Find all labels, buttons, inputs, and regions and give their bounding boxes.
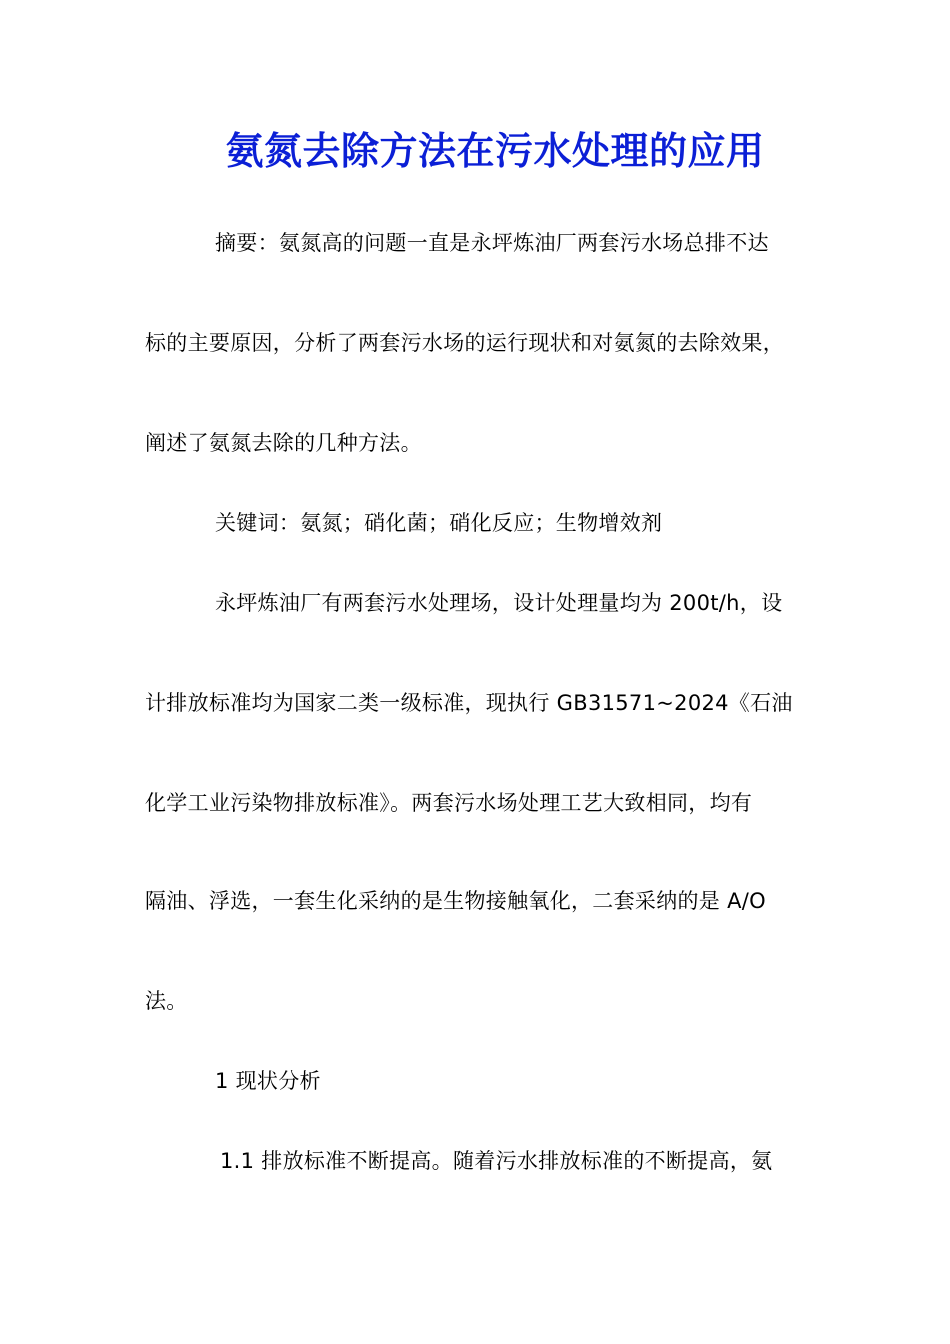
body-line-3: 化学工业污染物排放标准》。两套污水场处理工艺大致相同，均有 — [145, 791, 753, 815]
subsection-line-1-1: 1.1 排放标准不断提高。随着污水排放标准的不断提高，氨 — [220, 1149, 773, 1173]
body-line-1: 永坪炼油厂有两套污水处理场，设计处理量均为 200t/h，设 — [215, 591, 783, 615]
document-title: 氨氮去除方法在污水处理的应用 — [225, 128, 765, 173]
section-heading-1: 1 现状分析 — [215, 1069, 321, 1093]
abstract-line-3: 阐述了氨氮去除的几种方法。 — [145, 431, 422, 455]
abstract-line-2: 标的主要原因，分析了两套污水场的运行现状和对氨氮的去除效果， — [145, 331, 784, 355]
body-line-2: 计排放标准均为国家二类一级标准，现执行 GB31571~2024《石油 — [145, 691, 793, 715]
body-line-4: 隔油、浮选，一套生化采纳的是生物接触氧化，二套采纳的是 A/O — [145, 889, 766, 913]
body-line-5: 法。 — [145, 989, 188, 1013]
abstract-line-1: 摘要：氨氮高的问题一直是永坪炼油厂两套污水场总排不达 — [215, 231, 769, 255]
keywords-line: 关键词：氨氮；硝化菌；硝化反应；生物增效剂 — [215, 511, 663, 535]
